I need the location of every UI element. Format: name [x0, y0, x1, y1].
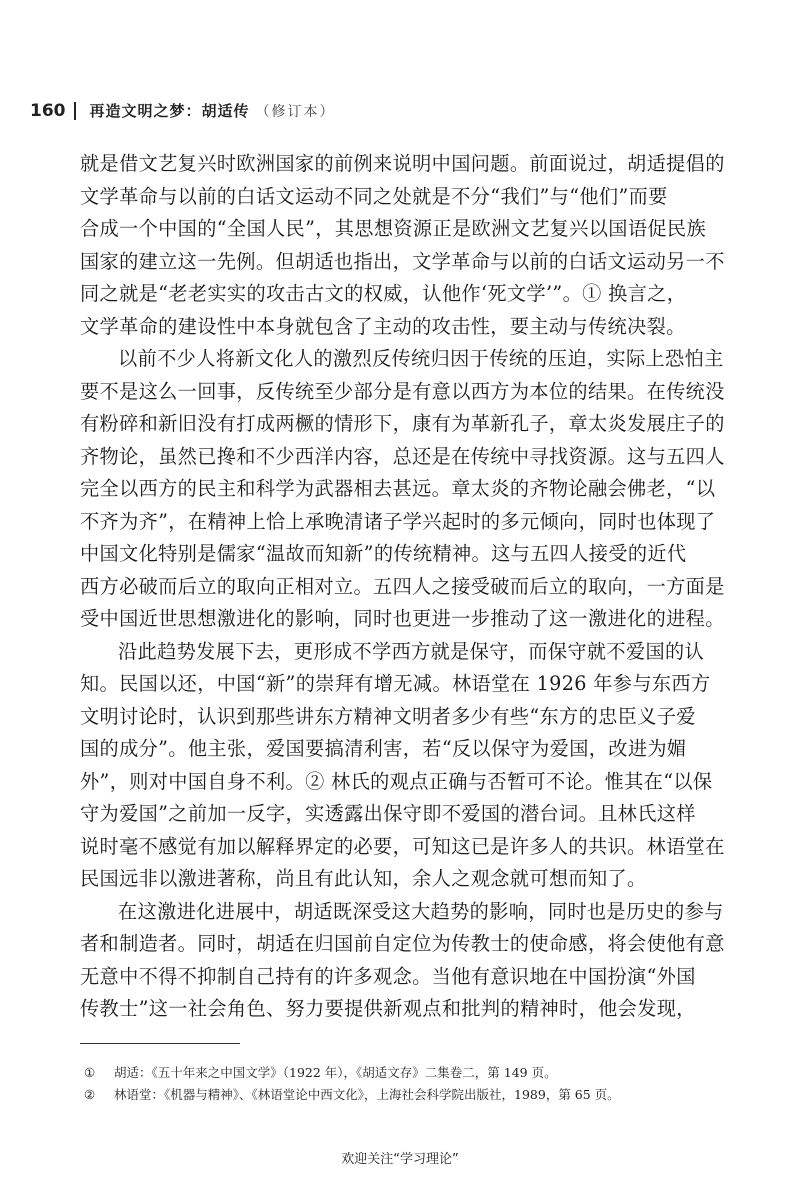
text-line: 受中国近世思想激进化的影响，同时也更进一步推动了这一激进化的进程。: [80, 607, 725, 630]
text-line: 以前不少人将新文化人的激烈反传统归因于传统的压迫，实际上恐怕主: [118, 347, 724, 370]
footnote-text: 胡适：《五十年来之中国文学》（1922 年），《胡适文存》二集卷二，第 149 页。: [114, 1065, 557, 1080]
text-line: 守为爱国”之前加一反字，实透露出保守即不爱国的潜台词。且林氏这样: [80, 802, 696, 825]
text-line: 不齐为齐”，在精神上恰上承晚清诸子学兴起时的多元倾向，同时也体现了: [80, 509, 716, 533]
text-line: 说时毫不感觉有加以解释界定的必要，可知这已是许多人的共识。林语堂在: [80, 834, 725, 858]
footnotes: [80, 1062, 740, 1106]
edition-label: （修订本）: [255, 103, 336, 120]
header-divider: [74, 102, 76, 120]
footnote-mark: ①: [84, 1065, 96, 1080]
running-header: [30, 100, 336, 121]
footnote-mark: ②: [84, 1087, 96, 1102]
text-line: 传教士”这一社会角色、努力要提供新观点和批判的精神时，他会发现，: [80, 997, 696, 1020]
text-line: 沿此趋势发展下去，更形成不学西方就是保守，而保守就不爱国的认: [118, 639, 705, 663]
text-line: 知。民国以还，中国“新”的崇拜有增无减。林语堂在 1926 年参与东西方: [80, 672, 711, 695]
text-line: 在这激进化进展中，胡适既深受这大趋势的影响，同时也是历史的参与: [118, 899, 724, 923]
text-line: 文学革命的建设性中本身就包含了主动的攻击性，要主动与传统决裂。: [80, 314, 686, 338]
text-line: 者和制造者。同时，胡适在归国前自定位为传教士的使命感，将会使他有意: [80, 932, 725, 955]
text-line: 中国文化特别是儒家“温故而知新”的传统精神。这与五四人接受的近代: [80, 542, 687, 565]
footnote-text: 林语堂：《机器与精神》、《林语堂论中西文化》，上海社会科学院出版社，1989，第 65 页。: [114, 1087, 620, 1102]
text-line: 齐物论，虽然已搀和不少西洋内容，总还是在传统中寻找资源。这与五四人: [80, 444, 725, 468]
bottom-note: 欢迎关注“学习理论”: [341, 1152, 459, 1167]
text-line: 外”，则对中国自身不利。② 林氏的观点正确与否暂可不论。惟其在“以保: [80, 769, 713, 793]
text-line: 要不是这么一回事，反传统至少部分是有意以西方为本位的结果。在传统没: [80, 379, 725, 403]
text-line: 国的成分”。他主张，爱国要搞清利害，若“反以保守为爱国，改进为媚: [80, 737, 687, 760]
text-line: 文明讨论时，认识到那些讲东方精神文明者多少有些“东方的忠臣义子爱: [80, 704, 696, 728]
text-line: 文学革命与以前的白话文运动不同之处就是不分“我们”与“他们”而要: [80, 184, 668, 208]
text-line: 民国远非以激进著称，尚且有此认知，余人之观念就可想而知了。: [80, 867, 647, 890]
footnote-rule: [80, 1043, 240, 1044]
text-line: 完全以西方的民主和科学为武器相去甚远。章太炎的齐物论融会佛老，“以: [80, 477, 716, 500]
text-line: 西方必破而后立的取向正相对立。五四人之接受破而后立的取向，一方面是: [80, 574, 725, 598]
body-text: [80, 148, 725, 1026]
text-line: 国家的建立这一先例。但胡适也指出，文学革命与以前的白话文运动另一不: [80, 249, 725, 273]
page-number: 160: [30, 100, 66, 121]
book-title: 再造文明之梦：胡适传: [89, 102, 250, 120]
footnote: [80, 1084, 740, 1106]
text-line: 同之就是“老老实实的攻击古文的权威，认他作‘死文学’”。① 换言之，: [80, 282, 687, 305]
text-line: 就是借文艺复兴时欧洲国家的前例来说明中国问题。前面说过，胡适提倡的: [80, 152, 725, 175]
text-line: 有粉碎和新旧没有打成两橛的情形下，康有为革新孔子，章太炎发展庄子的: [80, 412, 725, 435]
text-line: 合成一个中国的“全国人民”，其思想资源正是欧洲文艺复兴以国语促民族: [80, 217, 706, 240]
footnote: [80, 1062, 740, 1084]
text-line: 无意中不得不抑制自己持有的许多观念。当他有意识地在中国扮演“外国: [80, 964, 696, 988]
